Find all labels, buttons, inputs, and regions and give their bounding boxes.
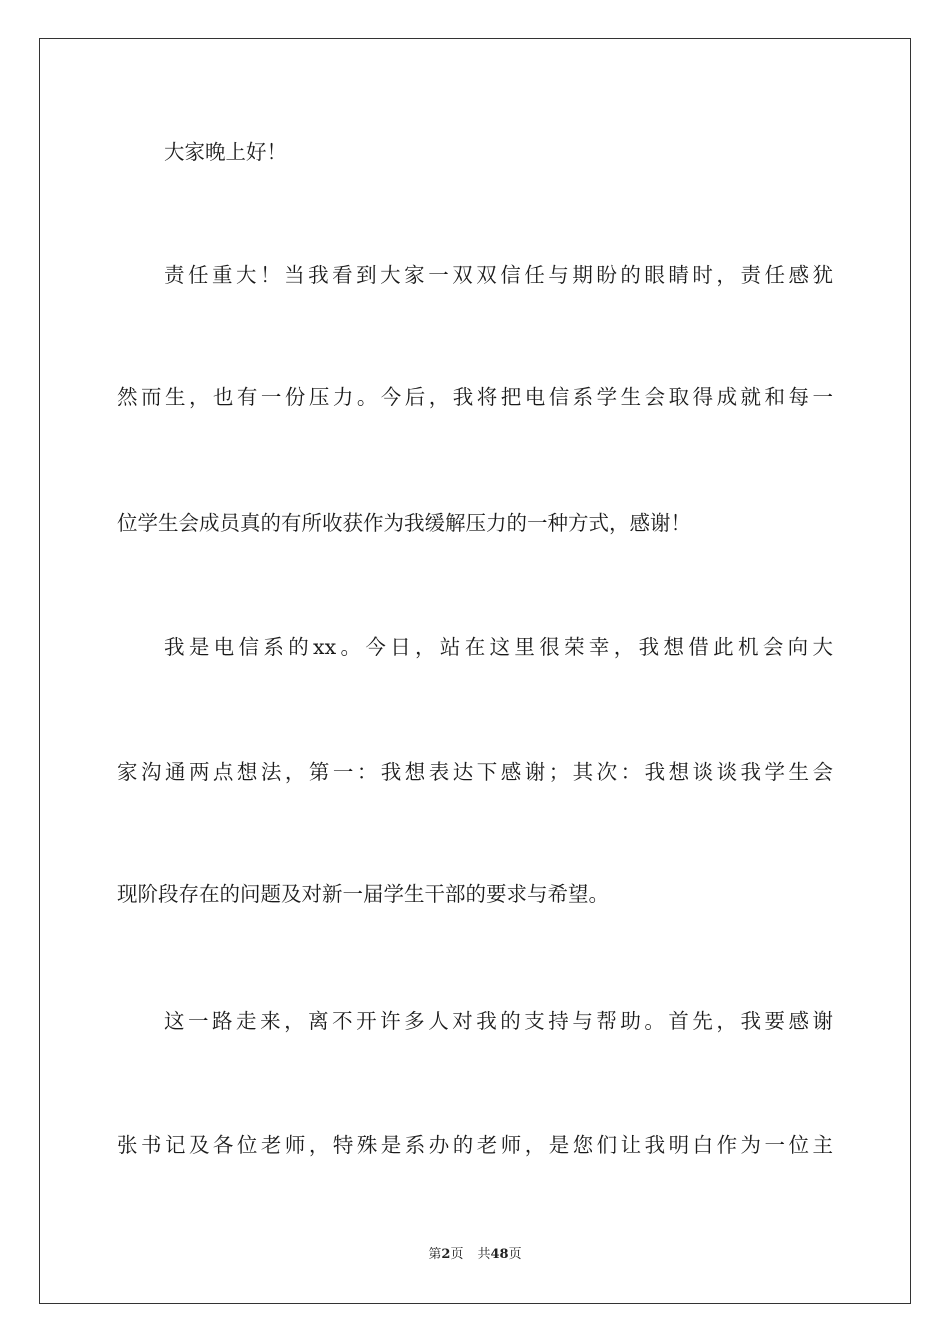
paragraph-3-line-1: 这一路走来，离不开许多人对我的支持与帮助。首先，我要感谢: [164, 1009, 833, 1033]
paragraph-1-line-1: 责任重大！当我看到大家一双双信任与期盼的眼睛时，责任感犹: [164, 263, 833, 287]
page-label-suffix: 页: [450, 1247, 464, 1262]
paragraph-2-line-1: 我是电信系的xx。今日，站在这里很荣幸，我想借此机会向大: [164, 635, 833, 659]
paragraph-1-line-2: 然而生，也有一份压力。今后，我将把电信系学生会取得成就和每一: [117, 385, 833, 409]
page-border: [39, 38, 911, 1304]
total-pages: 48: [490, 1247, 509, 1262]
paragraph-2-line-3: 现阶段存在的问题及对新一届学生干部的要求与希望。: [117, 882, 609, 906]
paragraph-3-line-2: 张书记及各位老师，特殊是系办的老师，是您们让我明白作为一位主: [117, 1133, 833, 1157]
greeting-line: 大家晚上好！: [164, 140, 287, 164]
total-label-suffix: 页: [508, 1247, 522, 1262]
page-number: 2: [441, 1247, 451, 1262]
page-label-prefix: 第: [428, 1247, 442, 1262]
page-footer: [0, 1246, 950, 1264]
paragraph-1-line-3: 位学生会成员真的有所收获作为我缓解压力的一种方式，感谢！: [117, 511, 691, 535]
paragraph-2-line-2: 家沟通两点想法，第一：我想表达下感谢；其次：我想谈谈我学生会: [117, 760, 833, 784]
total-label-prefix: 共: [477, 1247, 491, 1262]
